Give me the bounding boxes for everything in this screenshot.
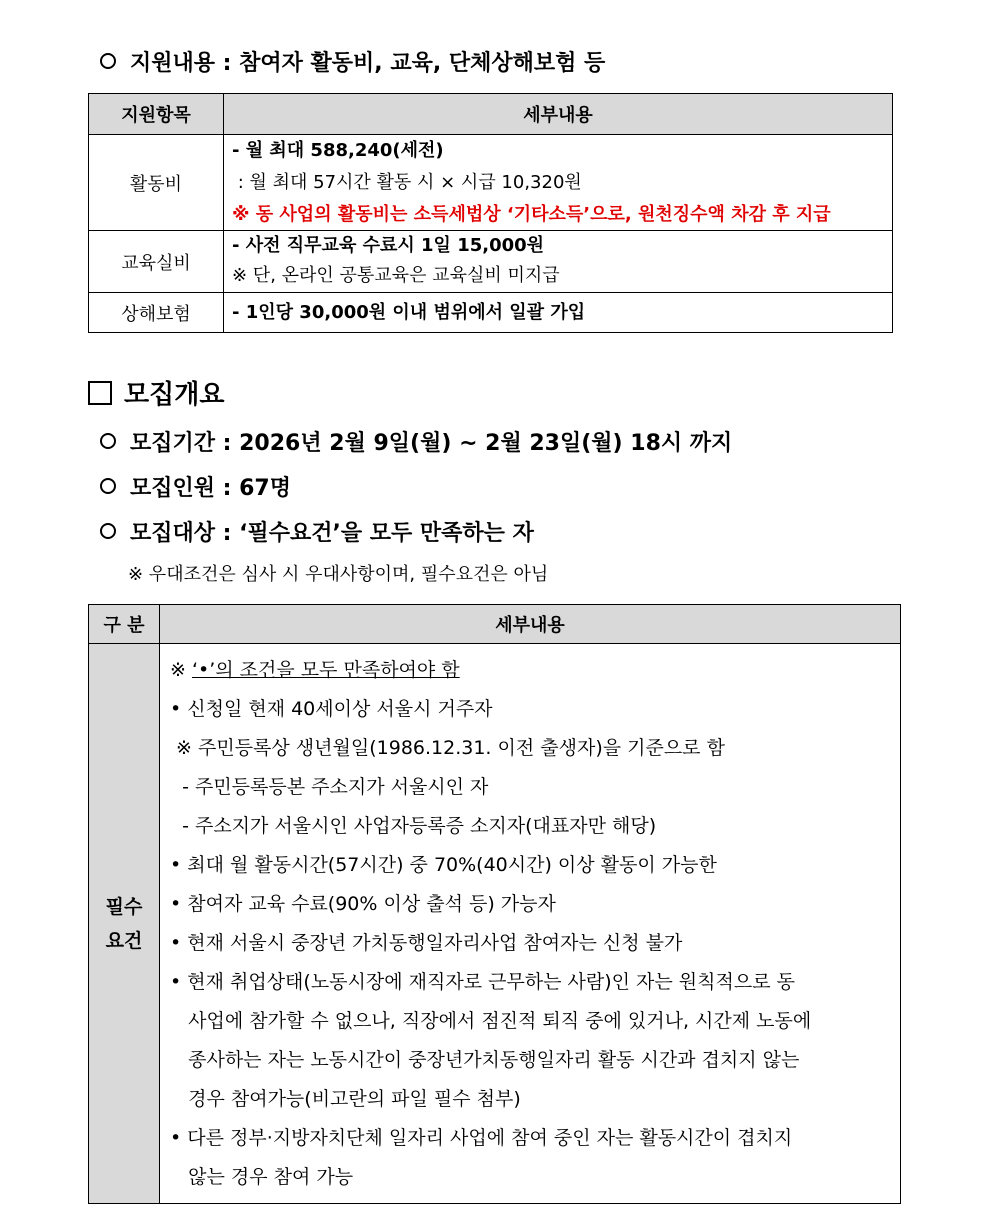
row-label-insurance: 상해보험: [89, 293, 224, 333]
list-item: 않는 경우 참여 가능: [170, 1165, 354, 1188]
section-title: 모집개요: [88, 374, 224, 411]
list-item: - 주민등록등본 주소지가 서울시인 자: [170, 775, 489, 798]
support-heading: 지원내용 : 참여자 활동비, 교육, 단체상해보험 등: [100, 46, 605, 77]
circle-bullet-icon: [100, 53, 116, 69]
table-row: [89, 135, 893, 231]
column-header: 구 분: [89, 605, 160, 644]
circle-bullet-icon: [100, 433, 116, 449]
list-item: 경우 참여가능(비고란의 파일 필수 첨부): [170, 1087, 521, 1110]
requirements-content: [160, 644, 901, 1204]
row-label-required: 필수 요건: [89, 644, 160, 1204]
list-item: • 현재 서울시 중장년 가치동행일자리사업 참여자는 신청 불가: [170, 931, 683, 954]
recruit-target: 모집대상 : ‘필수요건’을 모두 만족하는 자: [100, 516, 534, 547]
list-item: • 참여자 교육 수료(90% 이상 출석 등) 가능자: [170, 892, 556, 915]
table-header-row: [89, 94, 893, 135]
list-item: • 현재 취업상태(노동시장에 재직자로 근무하는 사람)인 자는 원칙적으로 동: [170, 970, 795, 993]
table-header-row: [89, 605, 901, 644]
checkbox-square-icon: [88, 381, 112, 405]
recruit-period: 모집기간 : 2026년 2월 9일(월) ~ 2월 23일(월) 18시 까지: [100, 426, 732, 457]
list-item: - 주소지가 서울시인 사업자등록증 소지자(대표자만 해당): [170, 814, 657, 837]
circle-bullet-icon: [100, 523, 116, 539]
row-content: - 월 최대 588,240(세전) : 월 최대 57시간 활동 시 × 시급 10,320원 ※ 동 사업의 활동비는 소득세법상 ‘기타소득’으로, 원천징수액 차감 후 지급: [224, 135, 893, 231]
support-table: [88, 93, 893, 333]
list-item: • 신청일 현재 40세이상 서울시 거주자: [170, 697, 493, 720]
list-item: 종사하는 자는 노동시간이 중장년가치동행일자리 활동 시간과 겹치지 않는: [170, 1048, 800, 1071]
row-content: - 사전 직무교육 수료시 1일 15,000원 ※ 단, 온라인 공통교육은 교육실비 미지급: [224, 231, 893, 293]
table-row: [89, 644, 901, 1204]
list-item: • 다른 정부·지방자치단체 일자리 사업에 참여 중인 자는 활동시간이 겹치지: [170, 1126, 793, 1149]
list-item: 사업에 참가할 수 없으나, 직장에서 점진적 퇴직 중에 있거나, 시간제 노동에: [170, 1009, 812, 1032]
row-label-education: 교육실비: [89, 231, 224, 293]
row-label-activity: 활동비: [89, 135, 224, 231]
table-row: [89, 231, 893, 293]
table-row: [89, 293, 893, 333]
column-header: 세부내용: [160, 605, 901, 644]
column-header: 세부내용: [224, 94, 893, 135]
list-item: ※ 주민등록상 생년월일(1986.12.31. 이전 출생자)을 기준으로 함: [170, 736, 725, 759]
recruit-count: 모집인원 : 67명: [100, 471, 291, 502]
list-item: ※ ‘•’의 조건을 모두 만족하여야 함: [170, 658, 460, 681]
row-content: - 1인당 30,000원 이내 범위에서 일괄 가입: [224, 293, 893, 333]
preference-note: ※ 우대조건은 심사 시 우대사항이며, 필수요건은 아님: [128, 564, 549, 585]
requirements-table: [88, 604, 901, 1204]
circle-bullet-icon: [100, 478, 116, 494]
column-header: 지원항목: [89, 94, 224, 135]
list-item: • 최대 월 활동시간(57시간) 중 70%(40시간) 이상 활동이 가능한: [170, 853, 717, 876]
